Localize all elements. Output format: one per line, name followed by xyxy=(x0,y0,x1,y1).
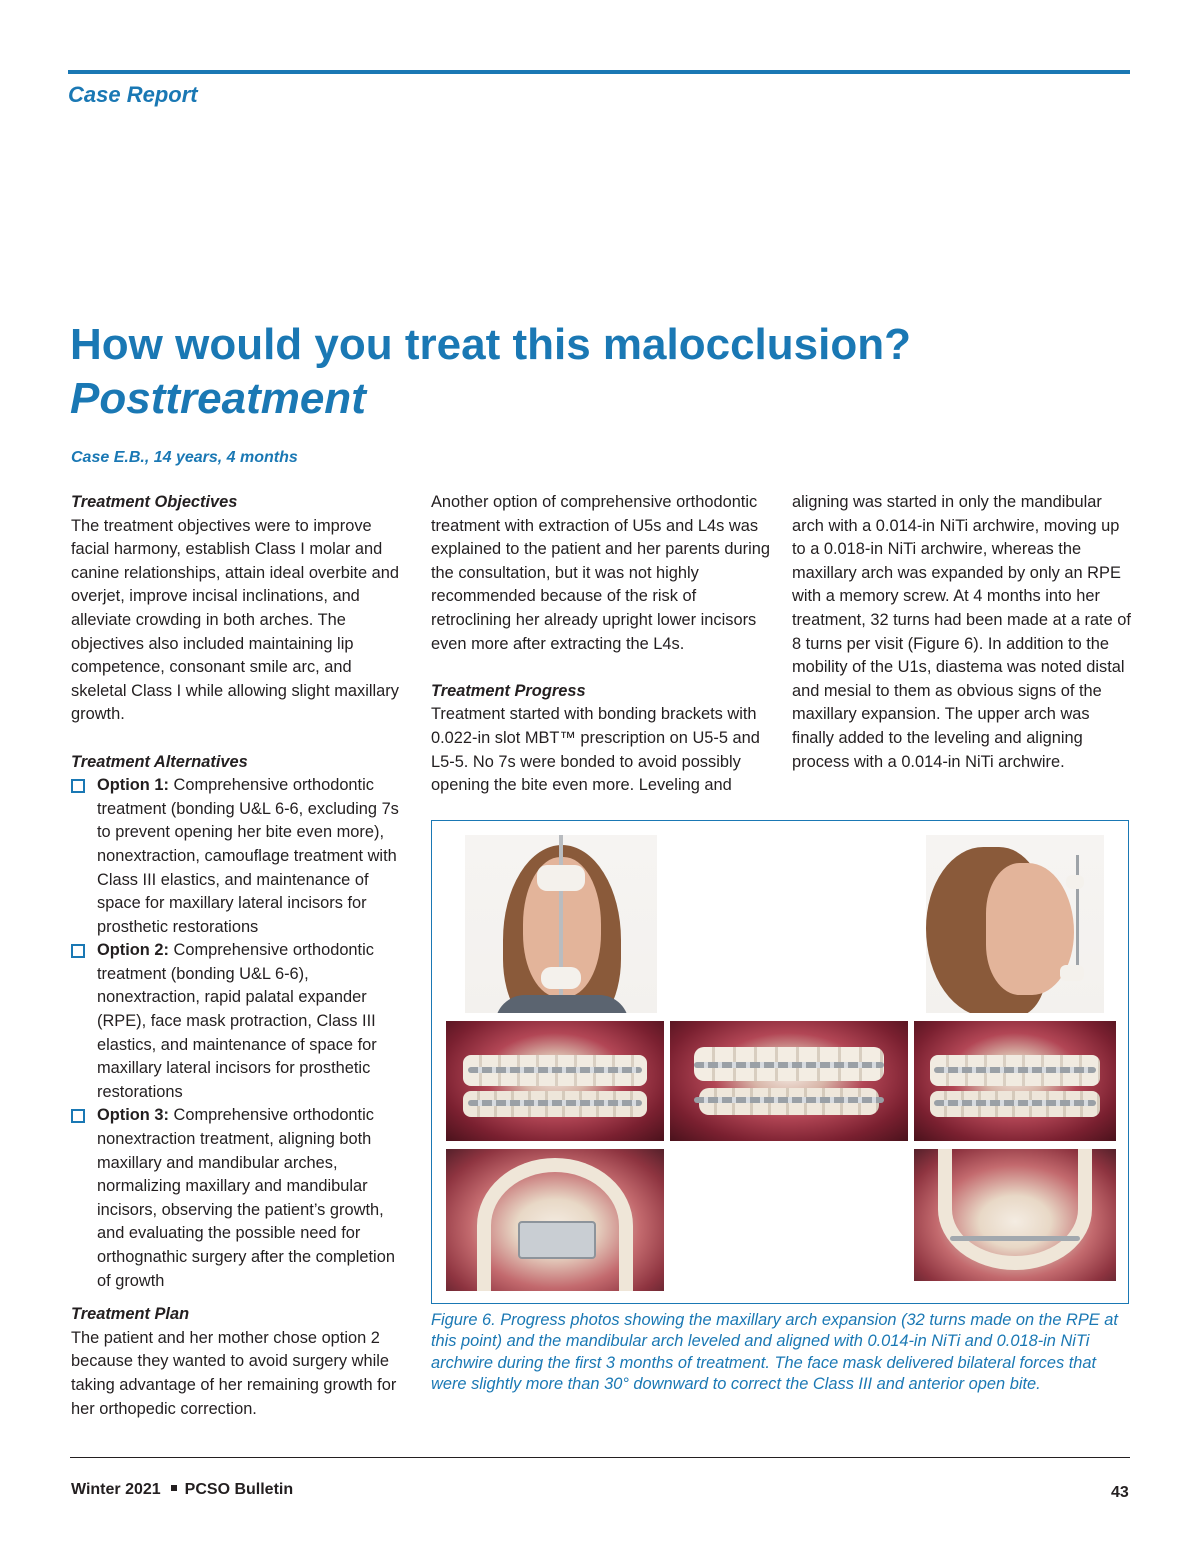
option-label: Option 2: xyxy=(97,941,169,960)
checkbox-icon xyxy=(71,944,85,958)
option-label: Option 3: xyxy=(97,1106,169,1125)
option-text: Comprehensive orthodontic treatment (bonding U&L 6-6, excluding 7s to prevent opening her bite even more), nonextraction, camouflage treatment with Class III elastics, and maintenance of space for maxillary lateral incisors for prosthetic restorations xyxy=(97,776,399,936)
footer-publication: PCSO Bulletin xyxy=(184,1481,294,1498)
column-3 xyxy=(792,491,1132,774)
title-sub: Posttreatment xyxy=(70,374,366,423)
alternatives-heading: Treatment Alternatives xyxy=(71,752,248,771)
mandibular-occlusal-photo xyxy=(914,1149,1116,1281)
intraoral-left-photo xyxy=(914,1021,1116,1141)
article-title xyxy=(70,318,1130,426)
footer-rule xyxy=(70,1457,1130,1458)
progress-continued-text: aligning was started in only the mandibular arch with a 0.014-in NiTi archwire, moving up to a 0.018-in NiTi archwire, whereas the maxillary arch was expanded by only an RPE with a memory screw. At 4 months into her treatment, 32 turns had been made at a rate of 8 turns per visit (Figure 6). In addition to the mobility of the U1s, diastema was noted distal and mesial to them as obvious signs of the maxillary expansion. The upper arch was finally added to the leveling and aligning process with a 0.014-in NiTi archwire. xyxy=(792,493,1131,771)
intraoral-right-photo xyxy=(446,1021,664,1141)
plan-heading: Treatment Plan xyxy=(71,1305,190,1324)
frontal-face-photo xyxy=(465,835,657,1013)
checkbox-icon xyxy=(71,1109,85,1123)
section-label: Case Report xyxy=(68,82,198,107)
option-text: Comprehensive orthodontic treatment (bonding U&L 6-6), nonextraction, rapid palatal expander (RPE), face mask protraction, Class III elastics, and maintenance of space for maxillary lateral incisors for prosthetic restorations xyxy=(97,941,377,1101)
figure-caption: Figure 6. Progress photos showing the maxillary arch expansion (32 turns made on the RPE at this point) and the mandibular arch leveled and aligned with 0.014-in NiTi and 0.018-in NiTi archwire during the first 3 months of treatment. The face mask delivered bilateral forces that were slightly more than 30° downward to correct the Class III and anterior open bite. xyxy=(431,1311,1118,1394)
objectives-heading: Treatment Objectives xyxy=(71,493,238,511)
option-text: Comprehensive orthodontic nonextraction treatment, aligning both maxillary and mandibular arches, normalizing maxillary and mandibular incisors, observing the patient’s growth, and evaluating the possible need for orthognathic surgery after the completion of growth xyxy=(97,1106,395,1290)
title-main: How would you treat this malocclusion? xyxy=(70,320,911,369)
objectives-text: The treatment objectives were to improve facial harmony, establish Class I molar and canine relationships, attain ideal overbite and overjet, improve incisal inclinations, and alleviate crowding in both arches. The objectives also included maintaining lip competence, consonant smile arc, and skeletal Class I while allowing slight maxillary growth. xyxy=(71,516,400,724)
square-bullet-icon xyxy=(171,1485,177,1491)
figure-frame xyxy=(431,820,1129,1304)
maxillary-occlusal-photo xyxy=(446,1149,664,1291)
option-item xyxy=(71,774,411,939)
header-rule xyxy=(68,70,1130,74)
option-item xyxy=(71,939,411,1104)
page-number: 43 xyxy=(1111,1484,1129,1501)
progress-text: Treatment started with bonding brackets with 0.022-in slot MBT™ prescription on U5-5 and L5-5. No 7s were bonded to avoid possibly opening the bite even more. Leveling and xyxy=(431,705,760,795)
footer-date: Winter 2021 xyxy=(71,1481,161,1498)
intraoral-frontal-photo xyxy=(670,1021,908,1141)
alternative-option-text: Another option of comprehensive orthodontic treatment with extraction of U5s and L4s was explained to the patient and her parents during the consultation, but it was not highly recommended because of the risk of retroclining her already upright lower incisors even more after extracting the L4s. xyxy=(431,493,770,653)
checkbox-icon xyxy=(71,779,85,793)
profile-face-photo xyxy=(926,835,1104,1013)
column-2 xyxy=(431,491,771,798)
column-1 xyxy=(71,491,411,1421)
option-item xyxy=(71,1104,411,1293)
footer-issue xyxy=(71,1481,293,1499)
plan-text: The patient and her mother chose option 2 because they wanted to avoid surgery while taking advantage of her remaining growth for her orthopedic correction. xyxy=(71,1328,397,1418)
progress-heading: Treatment Progress xyxy=(431,681,586,700)
case-line: Case E.B., 14 years, 4 months xyxy=(71,449,298,466)
option-label: Option 1: xyxy=(97,776,169,795)
